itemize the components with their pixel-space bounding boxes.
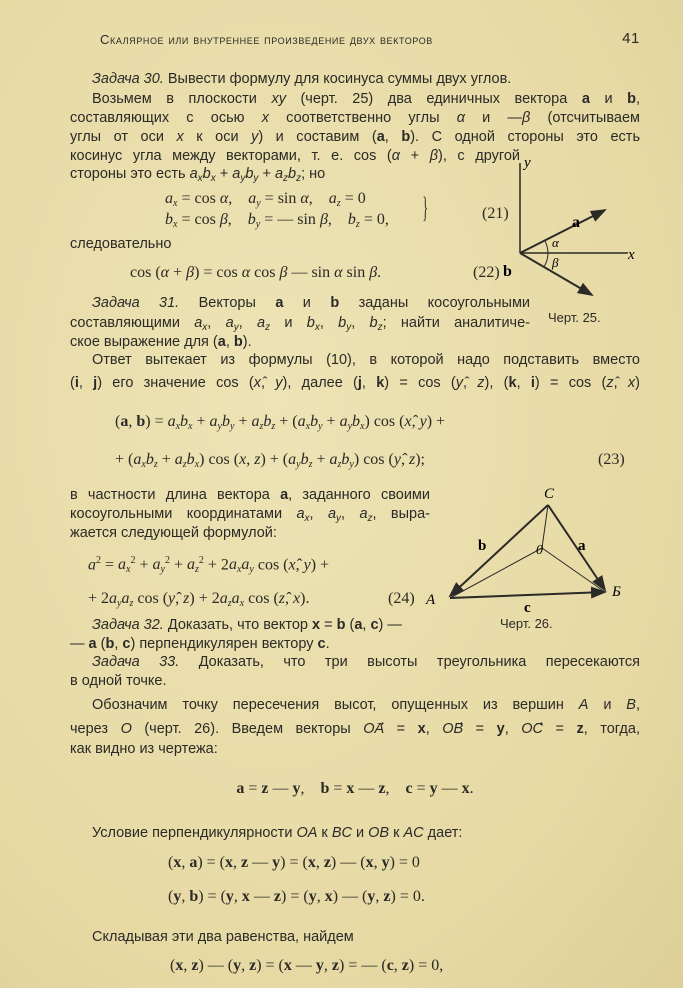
text-line: жается следующей формулой: — [70, 525, 277, 541]
text-line: в частности длина вектора a, заданного своими — [70, 487, 430, 503]
text-line: составляющими $a_x$, $a_y$, $a_z$ и $b_x$, $b_y$, $b_z$; найти аналитиче- — [70, 315, 530, 333]
equation-number-21: (21) — [482, 205, 509, 222]
side-b-label: b — [478, 538, 487, 554]
text-line: (i, j) его значение cos (x,̂ y), далее (j, k) = cos (y,̂ z), (k, i) = cos (z,̂ x) — [70, 375, 641, 391]
formula-line: $a^2 = a_x^2 + a_y^2 + a_z^2 + 2a_xa_y$ cos (x,̂ y) + — [88, 555, 330, 576]
side-a-label: a — [578, 538, 586, 554]
x-axis-label: x — [628, 247, 635, 263]
running-title: Скалярное или внутреннее произведение двух векторов — [100, 32, 433, 47]
formula-line: (x, a) = (x, z — y) = (x, z) — (x, y) = 0 — [168, 854, 420, 871]
page-number: 41 — [622, 30, 640, 47]
text-line: углы от оси x к оси y) и составим (a, b). С одной стороны это есть — [70, 129, 640, 145]
figure-25 — [500, 155, 650, 305]
formula-line: $b_x = \cos \beta$, $b_y$ = — sin β, $b_z = 0$, — [165, 211, 389, 230]
vector-a-arrow — [520, 210, 605, 253]
formula-line: + $2a_ya_z$ cos (y,̂ $z) + 2a_za_x$ cos (z,̂ x). — [88, 590, 310, 609]
text-line: следовательно — [70, 236, 172, 252]
beta-label: β — [552, 255, 559, 270]
text-line: косоугольными координатами $a_x$, $a_y$, $a_z$, выра- — [70, 506, 431, 524]
text-line: Ответ вытекает из формулы (10), в которой надо подставить вместо — [92, 352, 640, 368]
text-line: ское выражение для (a, b). — [70, 334, 252, 350]
figure-26 — [420, 480, 635, 615]
equation-number-24: (24) — [388, 590, 415, 607]
angle-beta-arc — [544, 253, 548, 267]
text-line: Задача 33. Доказать, что три высоты треугольника пересекаются — [92, 654, 641, 670]
text-line: в одной точке. — [70, 673, 167, 689]
altitude-from-A — [450, 548, 542, 598]
text-line: составляющих с осью x соответственно углы α и —β (отсчитываем — [70, 110, 640, 126]
equation-number-22: (22) — [473, 264, 500, 281]
vector-a-label: a — [572, 214, 580, 231]
side-a — [548, 505, 605, 590]
text-line: через O (черт. 26). Введем векторы OA⃗ = x, OB⃗ = y, OC⃗ = z, тогда, — [70, 721, 640, 737]
text-line: Обозначим точку пересечения высот, опущенных из вершин A и B, — [92, 697, 640, 713]
text-line: — a (b, c) перпендикулярен вектору c. — [70, 636, 330, 652]
equation-number-23: (23) — [598, 451, 625, 468]
side-c — [450, 592, 605, 598]
text-line: Задача 30. Вывести формулу для косинуса суммы двух углов. — [92, 71, 512, 87]
formula-line: $a_x = \cos \alpha$, $a_y = \sin \alpha$, $a_z = 0$ — [165, 190, 366, 209]
running-header — [100, 32, 640, 47]
altitude-from-C — [542, 505, 548, 548]
side-b — [450, 505, 548, 596]
text-line: Условие перпендикулярности OA к BC и OB к AC дает: — [92, 825, 463, 841]
text-line: Задача 32. Доказать, что вектор x = b (a, c) — — [92, 617, 402, 633]
formula-line: cos (α + β) = cos α cos β — sin α sin β. — [130, 264, 382, 281]
formula-line: (x, z) — (y, z) = (x — y, z) = — (c, z) = 0, — [170, 957, 444, 974]
figure-26-caption: Черт. 26. — [500, 616, 553, 631]
altitude-from-B — [542, 548, 605, 592]
point-O-label: 0 — [536, 543, 543, 558]
side-c-label: c — [524, 600, 531, 615]
vertex-A-label: A — [426, 592, 436, 608]
y-axis-label: y — [524, 155, 531, 171]
vertex-C-label: C — [544, 486, 555, 502]
vertex-B-label: Б — [612, 584, 621, 600]
formula-line: + $(a_xb_z + a_zb_x)$ cos (x, $z) + (a_yb_z + a_zb_y)$ cos (y,̂ z); — [115, 451, 425, 470]
angle-alpha-arc — [545, 241, 548, 253]
alpha-label: α — [552, 235, 559, 250]
text-line: Складывая эти два равенства, найдем — [92, 929, 354, 945]
system-brace: } — [422, 191, 429, 224]
text-line: как видно из чертежа: — [70, 741, 218, 757]
formula-line: a = z — y, b = x — z, c = y — x. — [236, 780, 474, 797]
text-line: стороны это есть $a_xb_x + a_yb_y + a_zb_z$; но — [70, 166, 326, 184]
formula-line: (y, b) = (y, x — z) = (y, x) — (y, z) = 0. — [168, 888, 425, 905]
text-line: Возьмем в плоскости xy (черт. 25) два единичных вектора a и b, — [92, 91, 640, 107]
text-line: Задача 31. Векторы a и b заданы косоугольными — [92, 295, 531, 311]
formula-line: (a, $b) = a_xb_x + a_yb_y + a_zb_z + (a_xb_y + a_yb_x)$ cos (x,̂ y) + — [115, 413, 446, 432]
text-line: косинус угла между векторами, т. е. cos (α + β), с другой — [70, 148, 520, 164]
figure-25-caption: Черт. 25. — [548, 310, 601, 325]
vector-b-label: b — [503, 263, 512, 280]
